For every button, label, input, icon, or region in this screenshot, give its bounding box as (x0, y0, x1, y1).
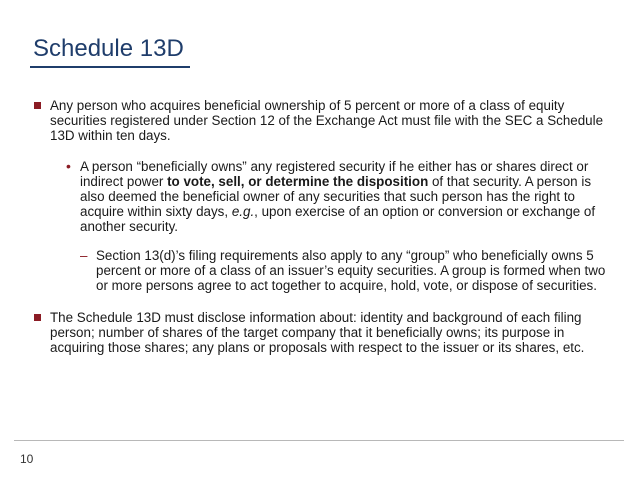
sub-sub-bullet-text: Section 13(d)’s filing requirements also apply to any “group” who beneficially owns 5 percent or more of a class of an issuer’s equity securities. A group is formed when two or more persons agree to act together to acquire, hold, vote, or dispose of securities. (96, 248, 606, 293)
page-number: 10 (20, 452, 34, 466)
bullet-text: The Schedule 13D must disclose information about: identity and background of each filing person; number of shares of the target company that it beneficially owns; its purpose in acquiring those shares; any plans or proposals with respect to the issuer or its shares, etc. (50, 310, 585, 355)
square-bullet-icon (34, 314, 41, 321)
title-underline (30, 66, 190, 68)
slide-title: Schedule 13D (33, 35, 184, 62)
square-bullet-icon (34, 102, 41, 109)
bullet-item (34, 310, 609, 355)
sub-bullet-text-bold: to vote, sell, or determine the disposition (167, 174, 429, 189)
sub-sub-bullet-item (80, 248, 609, 293)
slide-content (34, 98, 609, 355)
footer-divider (14, 440, 624, 441)
dot-bullet-icon: • (66, 158, 71, 174)
sub-bullet-item (66, 159, 609, 234)
bullet-text: Any person who acquires beneficial ownership of 5 percent or more of a class of equity securities registered under Section 12 of the Exchange Act must file with the SEC a Schedule 13D within ten days. (50, 98, 604, 143)
sub-bullet-text-mid: of that security. A person is also deemed the beneficial owner of any securities that such person has the right to acquire within sixty days, (80, 174, 592, 219)
sub-bullet-text-eg: e.g. (231, 204, 255, 219)
sub-bullet-text-pre: A person “beneficially owns” any registered security if he either has or shares direct or indirect power (80, 159, 589, 189)
bullet-item (34, 98, 609, 293)
sub-bullet-text-post: , upon exercise of an option or conversion or exchange of another security. (80, 204, 596, 234)
dash-bullet-icon: – (80, 248, 88, 263)
